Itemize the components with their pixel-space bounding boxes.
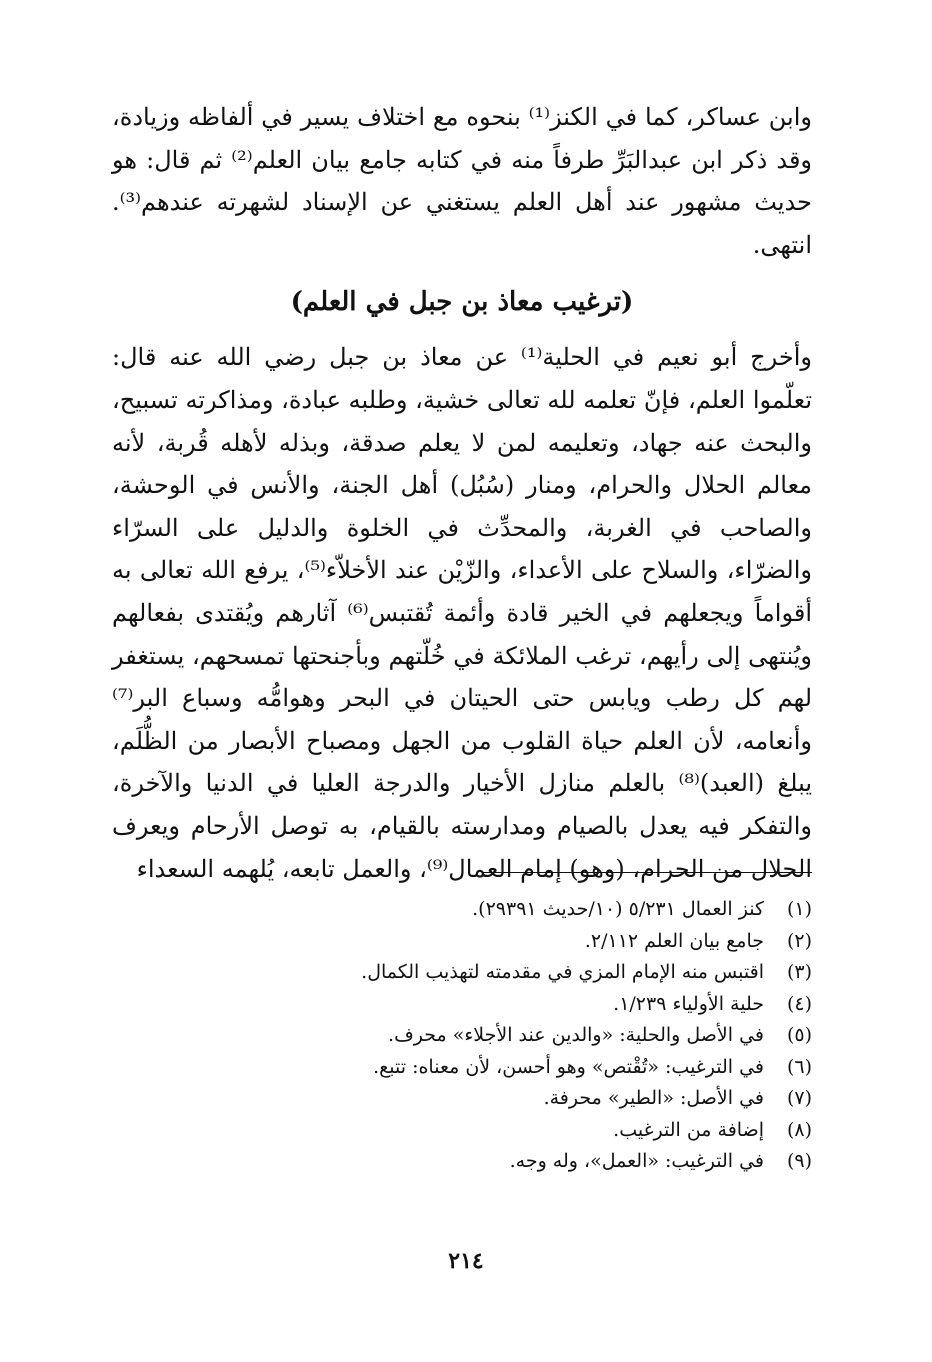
footnote-number: (٦) <box>786 1055 812 1078</box>
footnote-number: (٨) <box>786 1118 812 1141</box>
footnote-text: إضافة من الترغيب. <box>613 1118 764 1141</box>
footnote-text: جامع بيان العلم ٢/١١٢. <box>584 929 764 952</box>
footnote-item <box>112 993 812 1025</box>
main-paragraph: وأخرج أبو نعيم في الحلية⁽¹⁾ عن معاذ بن جبل رضي الله عنه قال: تعلّموا العلم، فإنّ تعلمه لله تعالى خشية، وطلبه عبادة، ومذاكرته تسبيح، والبحث عنه جهاد، وتعليمه لمن لا يعلم صدقة، وبذله لأهله قُربة، لأنه معالم الحلال والحرام، ومنار (سُبُل) أهل الجنة، والأنس في الوحشة، والصاحب في الغربة، والمحدِّث في الخلوة والدليل على السرّاء والضرّاء، والسلاح على الأعداء، والزّيْن عند الأخلاّء⁽⁵⁾، يرفع الله تعالى به أقواماً ويجعلهم في الخير قادة وأئمة تُقتبس⁽⁶⁾ آثارهم ويُقتدى بفعالهم ويُنتهى إلى رأيهم، ترغب الملائكة في خُلّتهم وبأجنحتها تمسحهم، يستغفر لهم كل رطب ويابس حتى الحيتان في البحر وهوامُّه وسباع البر⁽⁷⁾ وأنعامه، لأن العلم حياة القلوب من الجهل ومصباح الأبصار من الظُّلَم، يبلغ (العبد)⁽⁸⁾ بالعلم منازل الأخيار والدرجة العليا في الدنيا والآخرة، والتفكر فيه يعدل بالصيام ومدارسته بالقيام، به توصل الأرحام ويعرف الحلال من الحرام، (وهو) إمام العمال⁽⁹⁾، والعمل تابعه، يُلهمه السعداء <box>112 343 813 883</box>
footnote-number: (٢) <box>786 929 812 952</box>
opening-paragraph: وابن عساكر، كما في الكنز⁽¹⁾ بنحوه مع اختلاف يسير في ألفاظه وزيادة، وقد ذكر ابن عبدالبَرِّ طرفاً منه في كتابه جامع بيان العلم⁽²⁾ ثم قال: هو حديث مشهور عند أهل العلم يستغني عن الإسناد لشهرته عندهم⁽³⁾. انتهى. <box>112 103 813 259</box>
footnote-number: (٩) <box>786 1150 812 1172</box>
footnote-text: كنز العمال ٥/٢٣١ (١٠/حديث ٢٩٣٩١). <box>472 898 764 920</box>
footnote-number: (٥) <box>786 1024 812 1046</box>
footnote-item <box>112 1024 812 1056</box>
footnotes-list <box>112 898 812 1182</box>
footnote-number: (٧) <box>786 1087 812 1109</box>
footnote-item <box>112 1056 812 1088</box>
section-heading: (ترغيب معاذ بن جبل في العلم) <box>290 287 634 318</box>
footnote-item <box>112 1087 812 1119</box>
footnote-text: اقتبس منه الإمام المزي في مقدمته لتهذيب الكمال. <box>361 961 764 983</box>
footnote-item <box>112 898 812 930</box>
footnote-text: حلية الأولياء ١/٢٣٩. <box>613 992 764 1015</box>
footnote-item <box>112 1119 812 1151</box>
footnote-item <box>112 1150 812 1182</box>
footnote-item <box>112 961 812 993</box>
footnote-text: في الأصل: «الطير» محرفة. <box>543 1087 764 1109</box>
footnote-text: في الترغيب: «العمل»، وله وجه. <box>509 1150 764 1172</box>
footnote-number: (١) <box>786 898 812 920</box>
footnote-divider <box>482 872 812 873</box>
footnote-text: في الترغيب: «تُقْتص» وهو أحسن، لأن معناه: تتبع. <box>373 1055 764 1078</box>
footnote-item <box>112 930 812 962</box>
page-number: ٢١٤ <box>448 1248 484 1274</box>
footnote-number: (٣) <box>786 961 812 983</box>
footnote-number: (٤) <box>786 992 812 1015</box>
footnote-text: في الأصل والحلية: «والدين عند الأجلاء» محرف. <box>388 1024 764 1046</box>
